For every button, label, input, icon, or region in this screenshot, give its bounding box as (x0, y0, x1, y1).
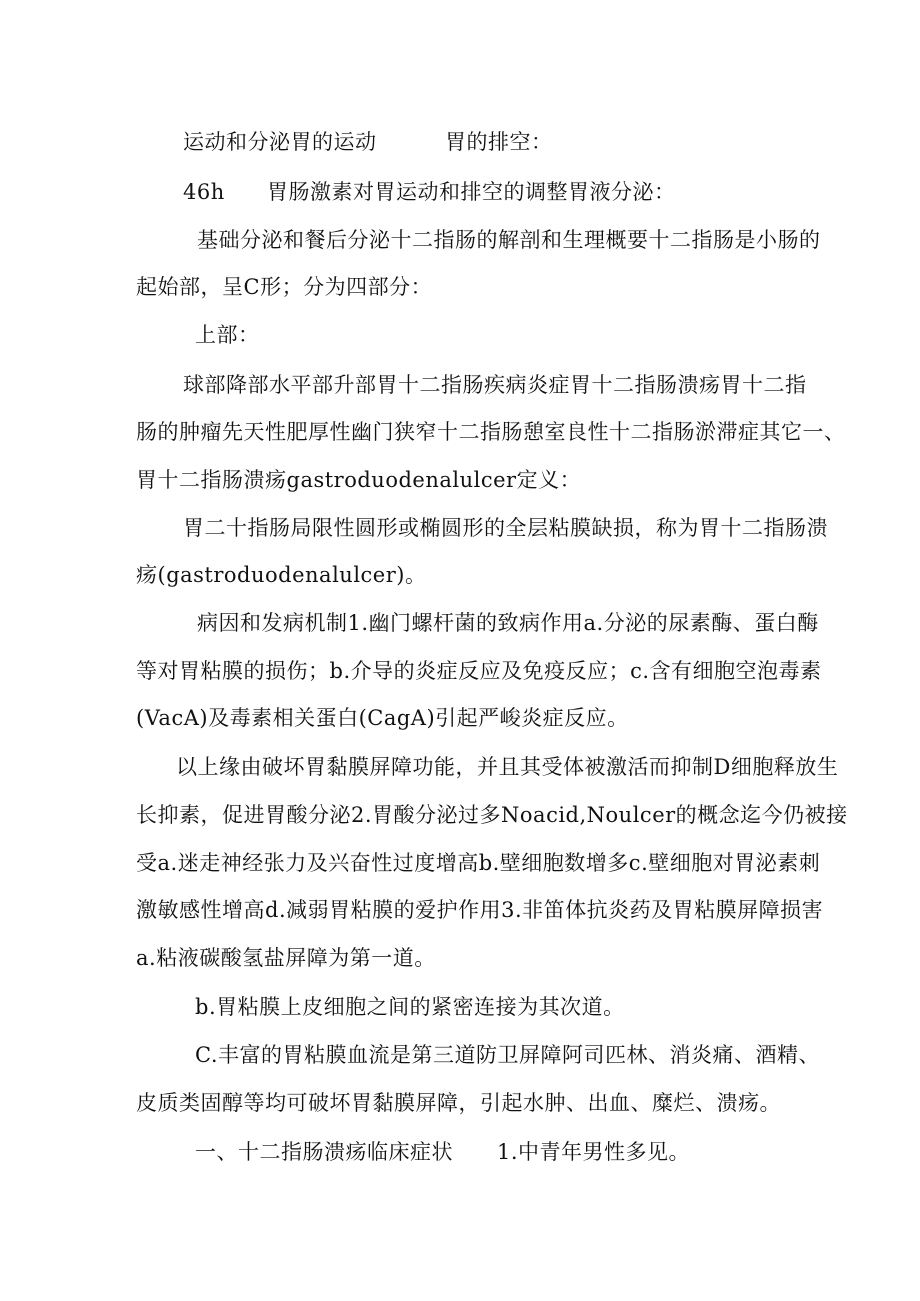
paragraph-line (183, 177, 676, 207)
paragraph-line: 等对胃粘膜的损伤；b.介导的炎症反应及免疫反应；c.含有细胞空泡毒素 (136, 659, 822, 683)
paragraph-line: 球部降部水平部升部胃十二指肠疾病炎症胃十二指肠溃疡胃十二指 (183, 373, 807, 397)
paragraph-line (183, 127, 553, 157)
paragraph-line (195, 1137, 691, 1167)
paragraph-line: C.丰富的胃粘膜血流是第三道防卫屏障阿司匹林、消炎痛、酒精、 (195, 1043, 820, 1067)
paragraph-line: 胃十二指肠溃疡gastroduodenalulcer定义： (136, 468, 582, 492)
text-segment: 胃肠激素对胃运动和排空的调整胃液分泌： (267, 180, 676, 204)
text-segment: 一、十二指肠溃疡临床症状 (195, 1140, 453, 1164)
paragraph-line: 激敏感性增高d.减弱胃粘膜的爱护作用3.非笛体抗炎药及胃粘膜屏障损害 (136, 898, 824, 922)
text-segment: 胃的排空： (445, 130, 553, 154)
paragraph-line: 起始部，呈C形；分为四部分： (136, 275, 433, 299)
paragraph-line: 疡(gastroduodenalulcer)。 (136, 563, 427, 587)
paragraph-line: b.胃粘膜上皮细胞之间的紧密连接为其次道。 (195, 995, 625, 1019)
paragraph-line: a.粘液碳酸氢盐屏障为第一道。 (136, 946, 436, 970)
paragraph-line: 肠的肿瘤先天性肥厚性幽门狭窄十二指肠憩室良性十二指肠淤滞症其它一、 (136, 420, 846, 444)
paragraph-line: 病因和发病机制1.幽门螺杆菌的致病作用a.分泌的尿素酶、蛋白酶 (197, 611, 819, 635)
text-segment: 运动和分泌胃的运动 (183, 130, 377, 154)
paragraph-line: (VacA)及毒素相关蛋白(CagA)引起严峻炎症反应。 (136, 706, 629, 730)
text-segment: 1.中青年男性多见。 (497, 1140, 691, 1164)
paragraph-line: 以上缘由破坏胃黏膜屏障功能，并且其受体被激活而抑制D细胞释放生 (176, 755, 839, 779)
paragraph-line: 皮质类固醇等均可破坏胃黏膜屏障，引起水肿、出血、糜烂、溃疡。 (136, 1091, 781, 1115)
paragraph-line: 受a.迷走神经张力及兴奋性过度增高b.壁细胞数增多c.壁细胞对胃泌素刺 (136, 851, 821, 875)
paragraph-line: 上部： (195, 323, 260, 347)
paragraph-line: 长抑素，促进胃酸分泌2.胃酸分泌过多Noacid,Noulcer的概念迄今仍被接 (136, 803, 848, 827)
text-segment: 46h (183, 180, 225, 204)
paragraph-line: 胃二十指肠局限性圆形或椭圆形的全层粘膜缺损，称为胃十二指肠溃 (183, 516, 828, 540)
paragraph-line: 基础分泌和餐后分泌十二指肠的解剖和生理概要十二指肠是小肠的 (197, 228, 821, 252)
